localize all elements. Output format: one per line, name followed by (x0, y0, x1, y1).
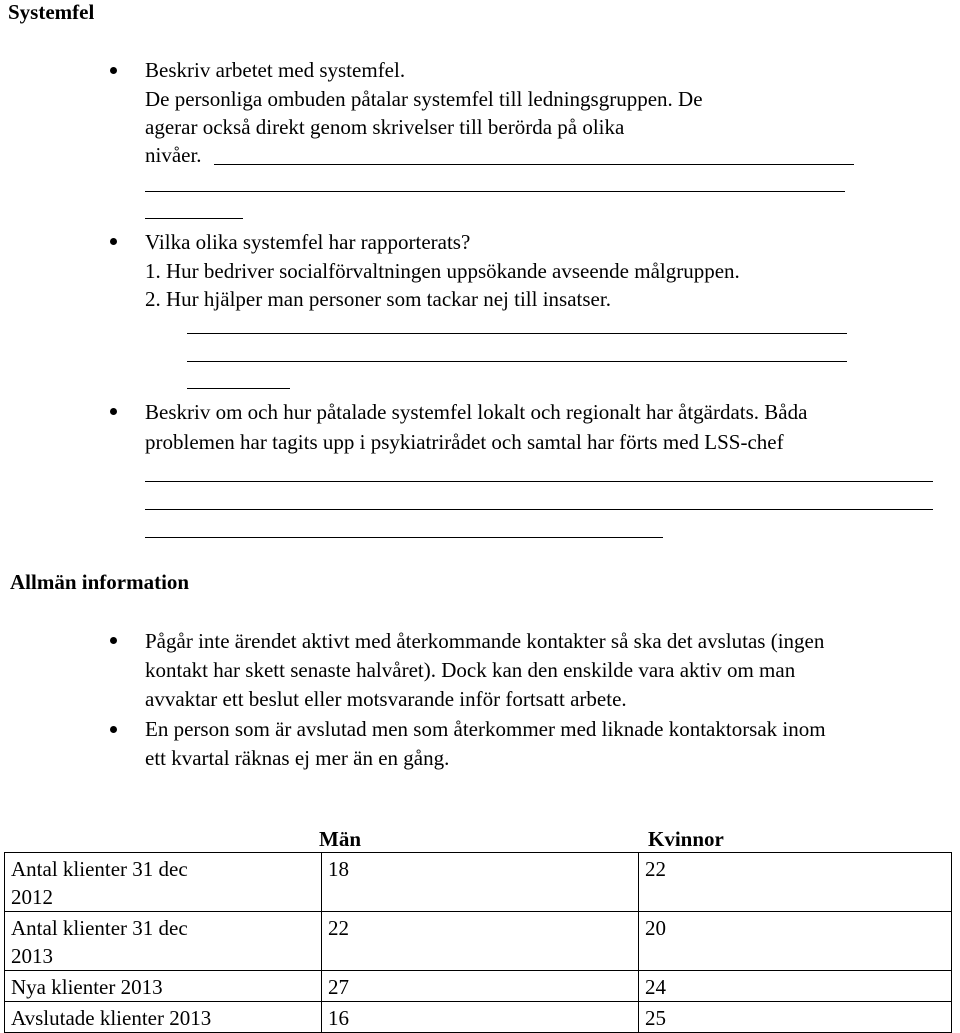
table-row (5, 1002, 952, 1033)
row-label: Antal klienter 31 dec 2013 (5, 912, 322, 971)
answer-blank-line (145, 537, 663, 538)
cell-men: 18 (322, 853, 639, 912)
cell-women: 24 (639, 971, 952, 1002)
bullet2-line3: 2. Hur hjälper man personer som tackar nej till insatser. (145, 287, 611, 311)
info1-line1: Pågår inte ärendet aktivt med återkommande kontakter så ska det avslutas (ingen (145, 629, 825, 653)
bullet-icon (110, 726, 117, 733)
cell-men: 27 (322, 971, 639, 1002)
cell-men: 22 (322, 912, 639, 971)
bullet1-line4: nivåer. (145, 143, 202, 167)
table-row (5, 971, 952, 1002)
table-row (5, 853, 952, 912)
cell-women: 22 (639, 853, 952, 912)
bullet-icon (110, 238, 117, 245)
answer-blank-line (145, 191, 845, 192)
answer-blank-line (187, 333, 847, 334)
bullet3-line2: problemen har tagits upp i psykiatrirådet och samtal har förts med LSS-chef (145, 430, 784, 454)
heading-systemfel: Systemfel (8, 0, 95, 24)
bullet-icon (110, 67, 117, 74)
answer-blank-line (187, 361, 847, 362)
row-label: Avslutade klienter 2013 (5, 1002, 322, 1033)
bullet3-line1: Beskriv om och hur påtalade systemfel lokalt och regionalt har åtgärdats. Båda (145, 400, 808, 424)
row-label: Nya klienter 2013 (5, 971, 322, 1002)
info1-line2: kontakt har skett senaste halvåret). Dock kan den enskilde vara aktiv om man (145, 658, 796, 682)
client-statistics-table (4, 852, 952, 1033)
bullet2-line1: Vilka olika systemfel har rapporterats? (145, 230, 471, 254)
cell-women: 25 (639, 1002, 952, 1033)
info2-line2: ett kvartal räknas ej mer än en gång. (145, 746, 450, 770)
answer-blank-line (145, 509, 933, 510)
bullet-icon (110, 637, 117, 644)
bullet2-line2: 1. Hur bedriver socialförvaltningen uppsökande avseende målgruppen. (145, 259, 740, 283)
answer-blank-line (214, 164, 854, 165)
bullet1-line3: agerar också direkt genom skrivelser till berörda på olika (145, 115, 625, 139)
column-header-women: Kvinnor (648, 827, 724, 851)
cell-men: 16 (322, 1002, 639, 1033)
bullet1-line2: De personliga ombuden påtalar systemfel till ledningsgruppen. De (145, 87, 703, 111)
info1-line3: avvaktar ett beslut eller motsvarande inför fortsatt arbete. (145, 687, 627, 711)
answer-blank-line (145, 218, 243, 219)
answer-blank-line (145, 481, 933, 482)
bullet-icon (110, 408, 117, 415)
cell-women: 20 (639, 912, 952, 971)
info2-line1: En person som är avslutad men som återkommer med liknade kontaktorsak inom (145, 717, 826, 741)
answer-blank-line (187, 388, 290, 389)
table-row (5, 912, 952, 971)
heading-allman-information: Allmän information (10, 570, 190, 594)
row-label: Antal klienter 31 dec 2012 (5, 853, 322, 912)
column-header-men: Män (319, 827, 361, 851)
bullet1-line1: Beskriv arbetet med systemfel. (145, 58, 406, 82)
